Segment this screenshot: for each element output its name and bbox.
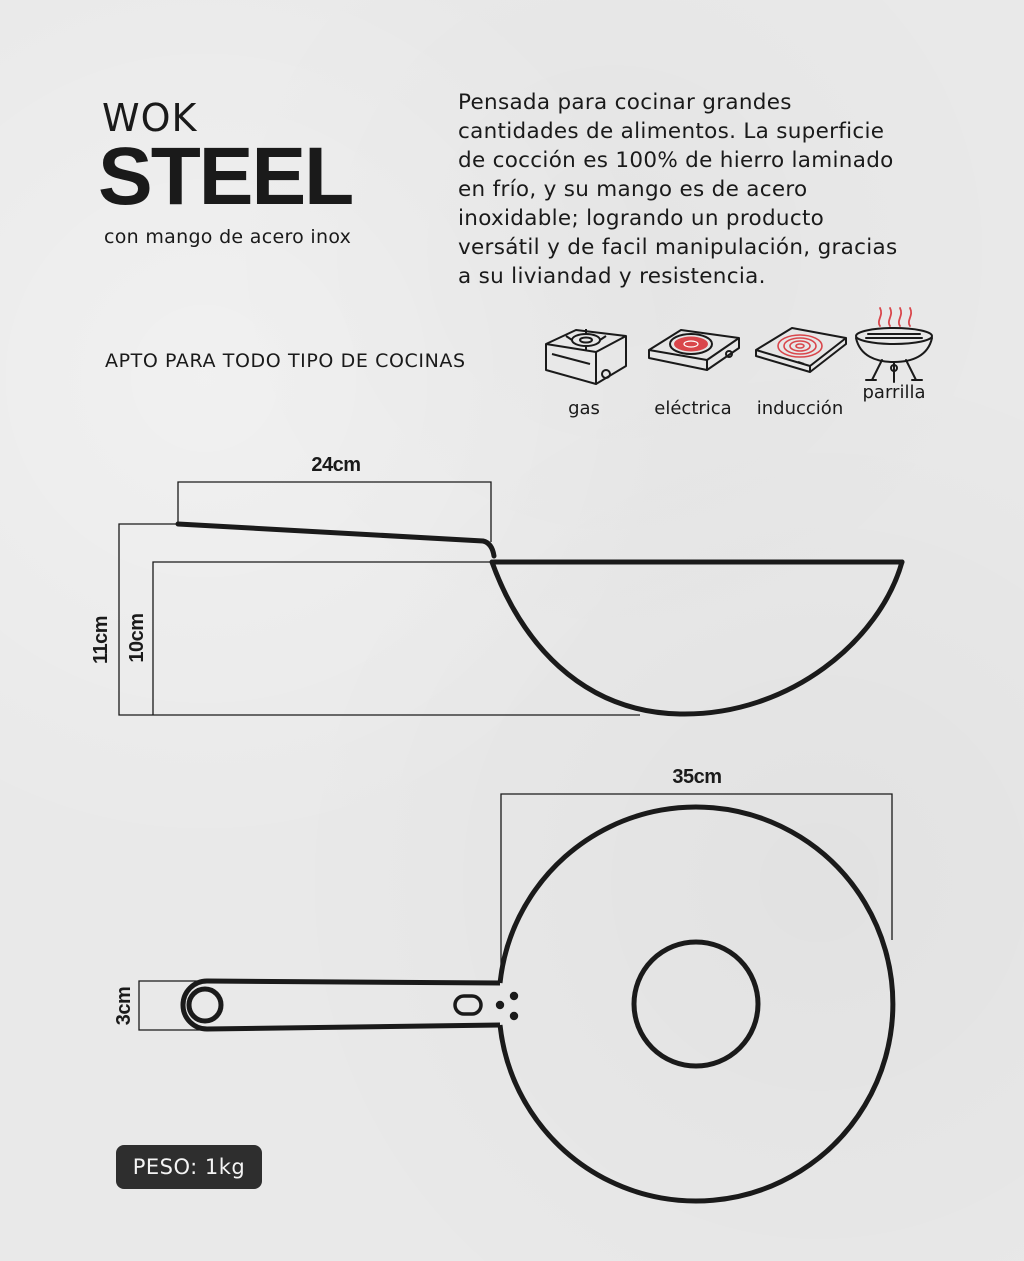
cooktop-label: parrilla xyxy=(862,382,926,403)
cooktop-label: inducción xyxy=(756,398,844,419)
weight-badge: PESO: 1kg xyxy=(116,1145,262,1189)
wok-side-view xyxy=(178,524,902,714)
bowl-height-label: 10cm xyxy=(126,613,148,663)
description-line: cantidades de alimentos. La superficie xyxy=(458,119,885,144)
description-line: en frío, y su mango es de acero xyxy=(458,177,808,202)
description-line: a su liviandad y resistencia. xyxy=(458,264,766,289)
diameter-dimension-line xyxy=(501,794,892,980)
description-line: Pensada para cocinar grandes xyxy=(458,90,792,115)
description-line: inoxidable; logrando un producto xyxy=(458,206,825,231)
product-subtitle: con mango de acero inox xyxy=(104,226,352,248)
total-height-label: 11cm xyxy=(90,615,112,665)
description-line: de cocción es 100% de hierro laminado xyxy=(458,148,894,173)
handle-width-label: 3cm xyxy=(113,986,135,1026)
handle-length-label: 24cm xyxy=(311,454,361,476)
cooktop-label: gas xyxy=(568,398,600,419)
diameter-label: 35cm xyxy=(672,766,722,788)
compatibility-title: APTO PARA TODO TIPO DE COCINAS xyxy=(105,350,466,372)
handle-width-dimension-line xyxy=(139,981,205,1030)
wok-top-view xyxy=(183,807,893,1201)
product-name: STEEL xyxy=(98,131,353,222)
bowl-height-dimension-line xyxy=(153,562,495,715)
cooktop-label: eléctrica xyxy=(654,398,732,419)
description-line: versátil y de facil manipulación, gracias xyxy=(458,235,898,260)
product-type: WOK xyxy=(102,96,198,140)
total-height-dimension-line xyxy=(119,524,640,715)
